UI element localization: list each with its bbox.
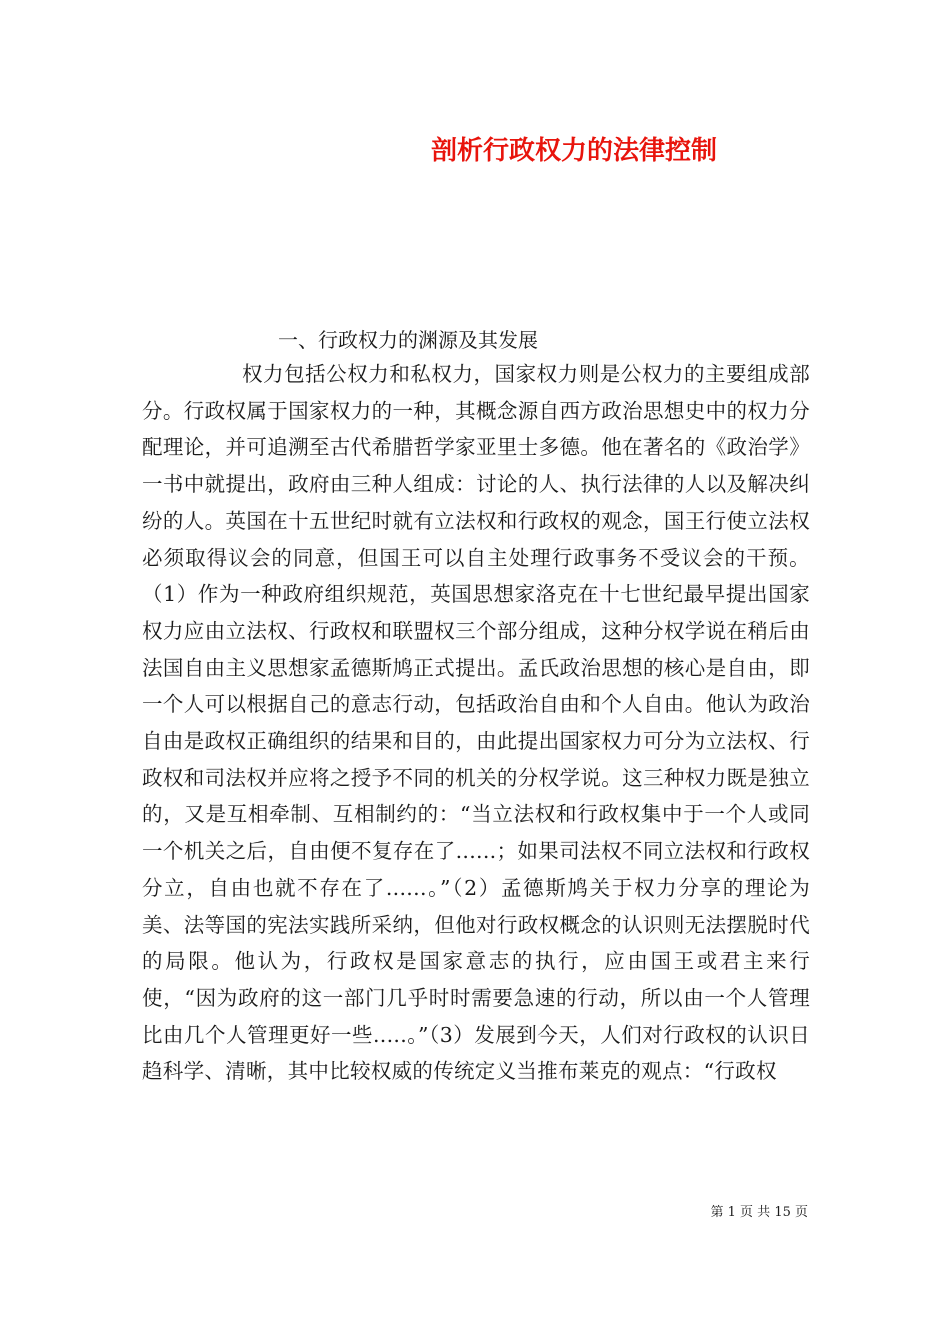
section-heading: 一、行政权力的渊源及其发展 (278, 328, 538, 352)
page-number-footer: 第 1 页 共 15 页 (710, 1205, 808, 1220)
body-paragraph: 权力包括公权力和私权力，国家权力则是公权力的主要组成部分。行政权属于国家权力的一种，其概念源自西方政治思想史中的权力分配理论，并可追溯至古代希腊哲学家亚里士多德。他在著名的《政治学》一书中就提出，政府由三种人组成：讨论的人、执行法律的人以及解决纠纷的人。英国在十五世纪时就有立法权和行政权的观念，国王行使立法权必须取得议会的同意，但国王可以自主处理行政事务不受议会的干预。（1）作为一种政府组织规范，英国思想家洛克在十七世纪最早提出国家权力应由立法权、行政权和联盟权三个部分组成，这种分权学说在稍后由法国自由主义思想家孟德斯鸠正式提出。孟氏政治思想的核心是自由，即一个人可以根据自己的意志行动，包括政治自由和个人自由。他认为政治自由是政权正确组织的结果和目的，由此提出国家权力可分为立法权、行政权和司法权并应将之授予不同的机关的分权学说。这三种权力既是独立的，又是互相牵制、互相制约的：“当立法权和行政权集中于一个人或同一个机关之后，自由便不复存在了......；如果司法权不同立法权和行政权分立，自由也就不存在了......。”（2）孟德斯鸠关于权力分享的理论为美、法等国的宪法实践所采纳，但他对行政权概念的认识则无法摆脱时代的局限。他认为，行政权是国家意志的执行，应由国王或君主来行使，“因为政府的这一部门几乎时时需要急速的行动，所以由一个人管理比由几个人管理更好一些.....。”（3）发展到今天，人们对行政权的认识日趋科学、清晰，其中比较权威的传统定义当推布莱克的观点：“行政权 (142, 362, 810, 1084)
document-title: 剖析行政权力的法律控制 (431, 136, 718, 166)
